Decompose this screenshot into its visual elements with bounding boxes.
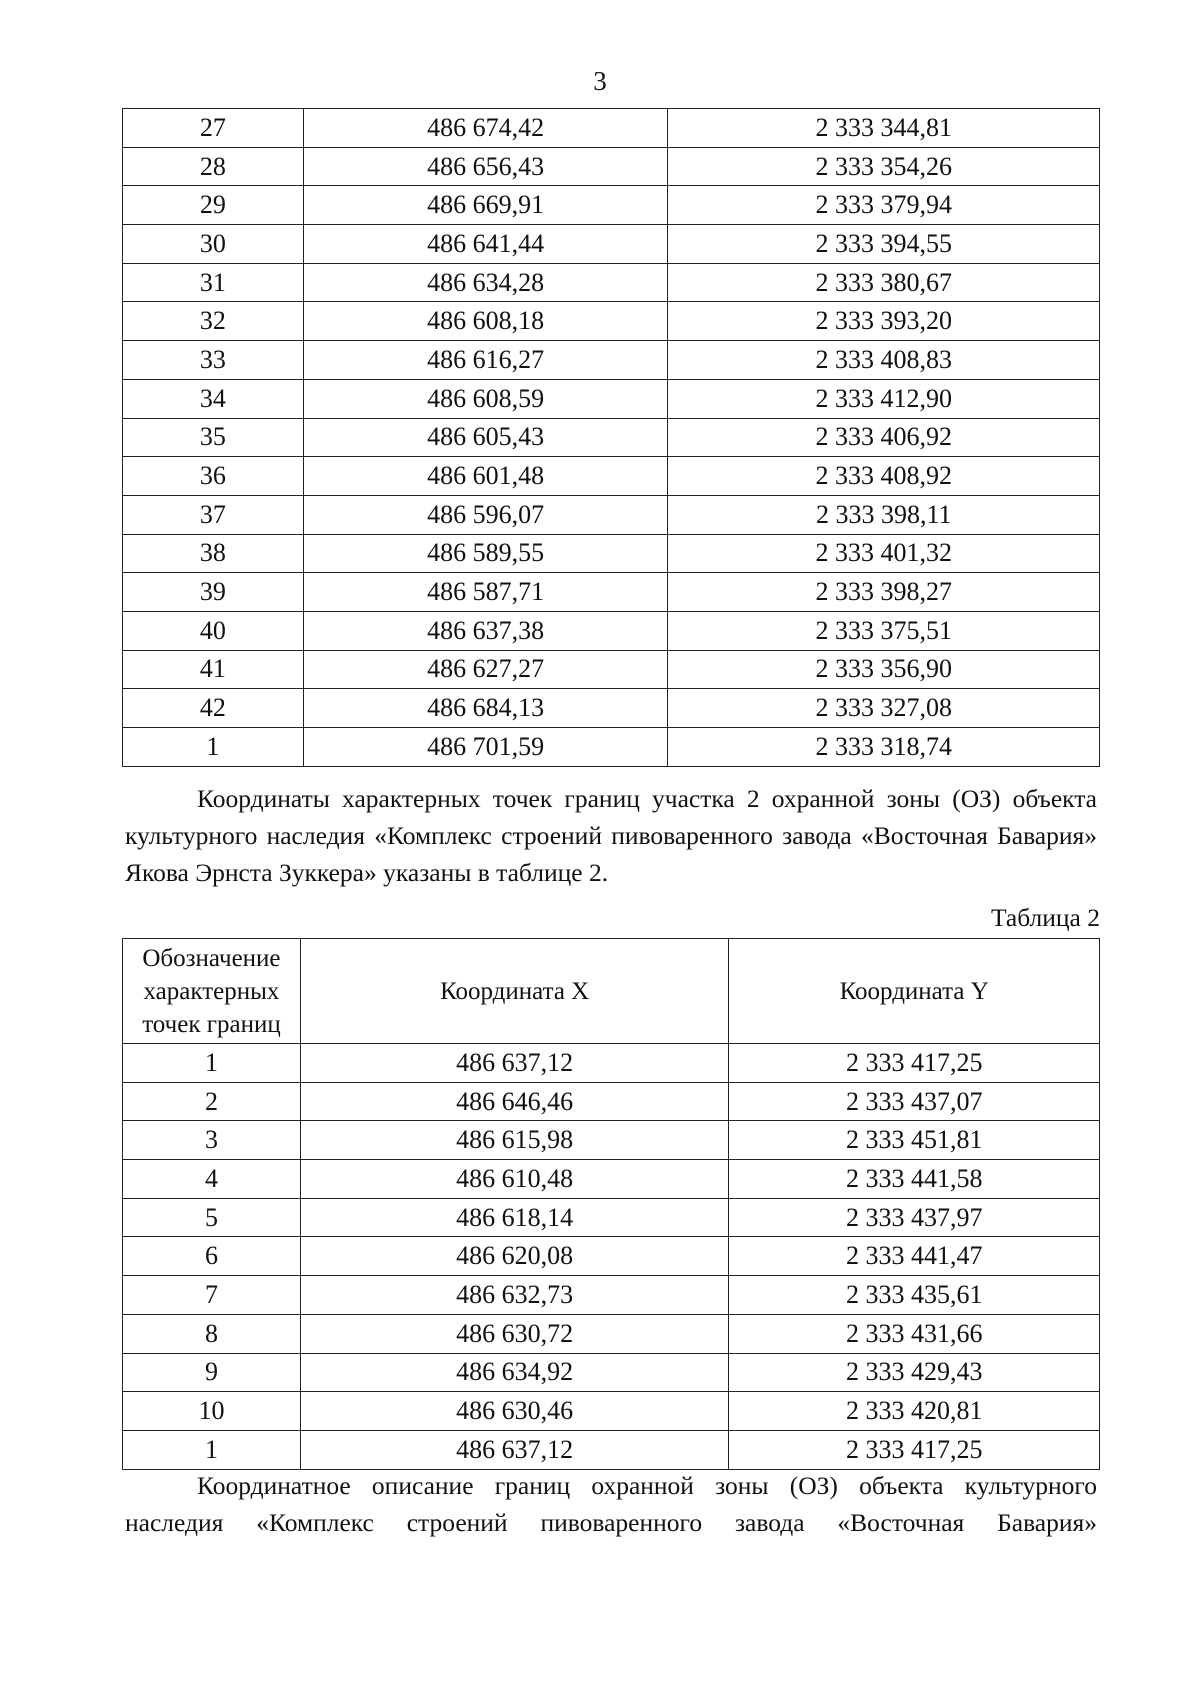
point-number-cell: 1 (123, 1044, 301, 1083)
point-number-cell: 40 (123, 611, 304, 650)
coordinate-x-cell: 486 637,38 (303, 611, 668, 650)
point-number-cell: 9 (123, 1353, 301, 1392)
coordinate-y-cell: 2 333 354,26 (668, 147, 1100, 186)
table-row (123, 1198, 1100, 1237)
point-number-cell: 38 (123, 534, 304, 573)
coordinate-x-cell: 486 637,12 (300, 1430, 728, 1469)
coordinate-x-cell: 486 634,92 (300, 1353, 728, 1392)
coordinate-y-cell: 2 333 431,66 (729, 1314, 1100, 1353)
coordinate-y-cell: 2 333 356,90 (668, 650, 1100, 689)
coordinate-y-cell: 2 333 394,55 (668, 225, 1100, 264)
coordinate-y-cell: 2 333 408,92 (668, 457, 1100, 496)
coordinate-x-cell: 486 630,46 (300, 1392, 728, 1431)
coordinate-y-cell: 2 333 393,20 (668, 302, 1100, 341)
coordinate-x-cell: 486 608,18 (303, 302, 668, 341)
coordinate-x-cell: 486 615,98 (300, 1121, 728, 1160)
table-row (123, 611, 1100, 650)
point-number-cell: 29 (123, 186, 304, 225)
table-row (123, 1392, 1100, 1431)
coordinate-x-cell: 486 596,07 (303, 495, 668, 534)
coordinate-y-cell: 2 333 408,83 (668, 341, 1100, 380)
coordinate-x-cell: 486 674,42 (303, 109, 668, 148)
point-number-cell: 6 (123, 1237, 301, 1276)
table-row (123, 379, 1100, 418)
coordinates-table-1 (122, 108, 1100, 767)
header-point-designation: Обозначение характерных точек границ (123, 939, 301, 1044)
coordinate-x-cell: 486 589,55 (303, 534, 668, 573)
coordinate-y-cell: 2 333 417,25 (729, 1044, 1100, 1083)
coordinate-x-cell: 486 656,43 (303, 147, 668, 186)
coordinate-x-cell: 486 634,28 (303, 263, 668, 302)
coordinate-x-cell: 486 616,27 (303, 341, 668, 380)
table-header-row (123, 939, 1100, 1044)
point-number-cell: 2 (123, 1082, 301, 1121)
coordinate-y-cell: 2 333 437,97 (729, 1198, 1100, 1237)
point-number-cell: 37 (123, 495, 304, 534)
coordinate-y-cell: 2 333 380,67 (668, 263, 1100, 302)
table-row (123, 186, 1100, 225)
coordinates-table-2-body (123, 1044, 1100, 1470)
point-number-cell: 41 (123, 650, 304, 689)
point-number-cell: 27 (123, 109, 304, 148)
point-number-cell: 35 (123, 418, 304, 457)
page-number: 3 (593, 66, 607, 96)
paragraph-table2-intro (125, 780, 1097, 891)
coordinate-x-cell: 486 641,44 (303, 225, 668, 264)
table-row (123, 1353, 1100, 1392)
coordinate-y-cell: 2 333 412,90 (668, 379, 1100, 418)
coordinate-y-cell: 2 333 375,51 (668, 611, 1100, 650)
point-number-cell: 32 (123, 302, 304, 341)
table-2-caption: Таблица 2 (990, 903, 1100, 932)
table-row (123, 263, 1100, 302)
coordinate-x-cell: 486 632,73 (300, 1276, 728, 1315)
point-number-cell: 31 (123, 263, 304, 302)
paragraph-text: Координатное описание границ охранной зоны (ОЗ) объекта культурного наследия «Комплекс строений пивоваренного завода «Восточная Бавария» (125, 1471, 1097, 1537)
point-number-cell: 39 (123, 573, 304, 612)
coordinate-x-cell: 486 637,12 (300, 1044, 728, 1083)
point-number-cell: 5 (123, 1198, 301, 1237)
coordinate-x-cell: 486 669,91 (303, 186, 668, 225)
coordinate-y-cell: 2 333 437,07 (729, 1082, 1100, 1121)
table-row (123, 1044, 1100, 1083)
coordinate-x-cell: 486 608,59 (303, 379, 668, 418)
coordinate-y-cell: 2 333 344,81 (668, 109, 1100, 148)
coordinate-y-cell: 2 333 379,94 (668, 186, 1100, 225)
coordinate-y-cell: 2 333 398,11 (668, 495, 1100, 534)
coordinate-x-cell: 486 646,46 (300, 1082, 728, 1121)
point-number-cell: 4 (123, 1160, 301, 1199)
coordinate-y-cell: 2 333 406,92 (668, 418, 1100, 457)
table-row (123, 1121, 1100, 1160)
point-number-cell: 36 (123, 457, 304, 496)
table-row (123, 109, 1100, 148)
coordinate-y-cell: 2 333 441,58 (729, 1160, 1100, 1199)
coordinates-table-1-body (123, 109, 1100, 767)
table-row (123, 225, 1100, 264)
coordinate-x-cell: 486 618,14 (300, 1198, 728, 1237)
point-number-cell: 30 (123, 225, 304, 264)
coordinate-y-cell: 2 333 318,74 (668, 728, 1100, 767)
header-coordinate-y: Координата Y (729, 939, 1100, 1044)
coordinate-y-cell: 2 333 398,27 (668, 573, 1100, 612)
coordinate-y-cell: 2 333 441,47 (729, 1237, 1100, 1276)
point-number-cell: 8 (123, 1314, 301, 1353)
coordinate-x-cell: 486 684,13 (303, 689, 668, 728)
table-row (123, 1314, 1100, 1353)
coordinates-table-2 (122, 938, 1100, 1470)
table-row (123, 689, 1100, 728)
header-coordinate-x: Координата X (300, 939, 728, 1044)
table-row (123, 1237, 1100, 1276)
coordinate-y-cell: 2 333 435,61 (729, 1276, 1100, 1315)
coordinate-x-cell: 486 587,71 (303, 573, 668, 612)
table-row (123, 534, 1100, 573)
table-row (123, 1082, 1100, 1121)
table-row (123, 341, 1100, 380)
coordinate-x-cell: 486 630,72 (300, 1314, 728, 1353)
coordinate-x-cell: 486 610,48 (300, 1160, 728, 1199)
table-row (123, 495, 1100, 534)
table-row (123, 573, 1100, 612)
paragraph-coordinate-description (125, 1467, 1097, 1541)
coordinate-x-cell: 486 601,48 (303, 457, 668, 496)
table-row (123, 457, 1100, 496)
coordinate-y-cell: 2 333 401,32 (668, 534, 1100, 573)
point-number-cell: 10 (123, 1392, 301, 1431)
point-number-cell: 42 (123, 689, 304, 728)
table-row (123, 1276, 1100, 1315)
coordinate-y-cell: 2 333 417,25 (729, 1430, 1100, 1469)
table-row (123, 1430, 1100, 1469)
coordinate-y-cell: 2 333 420,81 (729, 1392, 1100, 1431)
table-row (123, 650, 1100, 689)
coordinate-x-cell: 486 605,43 (303, 418, 668, 457)
coordinate-x-cell: 486 620,08 (300, 1237, 728, 1276)
coordinate-x-cell: 486 701,59 (303, 728, 668, 767)
point-number-cell: 7 (123, 1276, 301, 1315)
point-number-cell: 1 (123, 728, 304, 767)
table-row (123, 147, 1100, 186)
table-row (123, 302, 1100, 341)
point-number-cell: 28 (123, 147, 304, 186)
coordinate-y-cell: 2 333 327,08 (668, 689, 1100, 728)
point-number-cell: 33 (123, 341, 304, 380)
table-row (123, 418, 1100, 457)
point-number-cell: 3 (123, 1121, 301, 1160)
coordinate-y-cell: 2 333 429,43 (729, 1353, 1100, 1392)
table-row (123, 1160, 1100, 1199)
table-row (123, 728, 1100, 767)
paragraph-text: Координаты характерных точек границ участка 2 охранной зоны (ОЗ) объекта культурного наследия «Комплекс строений пивоваренного завода «Восточная Бавария» Якова Эрнста Зуккера» указаны в таблице 2. (125, 784, 1097, 887)
point-number-cell: 1 (123, 1430, 301, 1469)
coordinate-x-cell: 486 627,27 (303, 650, 668, 689)
coordinate-y-cell: 2 333 451,81 (729, 1121, 1100, 1160)
point-number-cell: 34 (123, 379, 304, 418)
